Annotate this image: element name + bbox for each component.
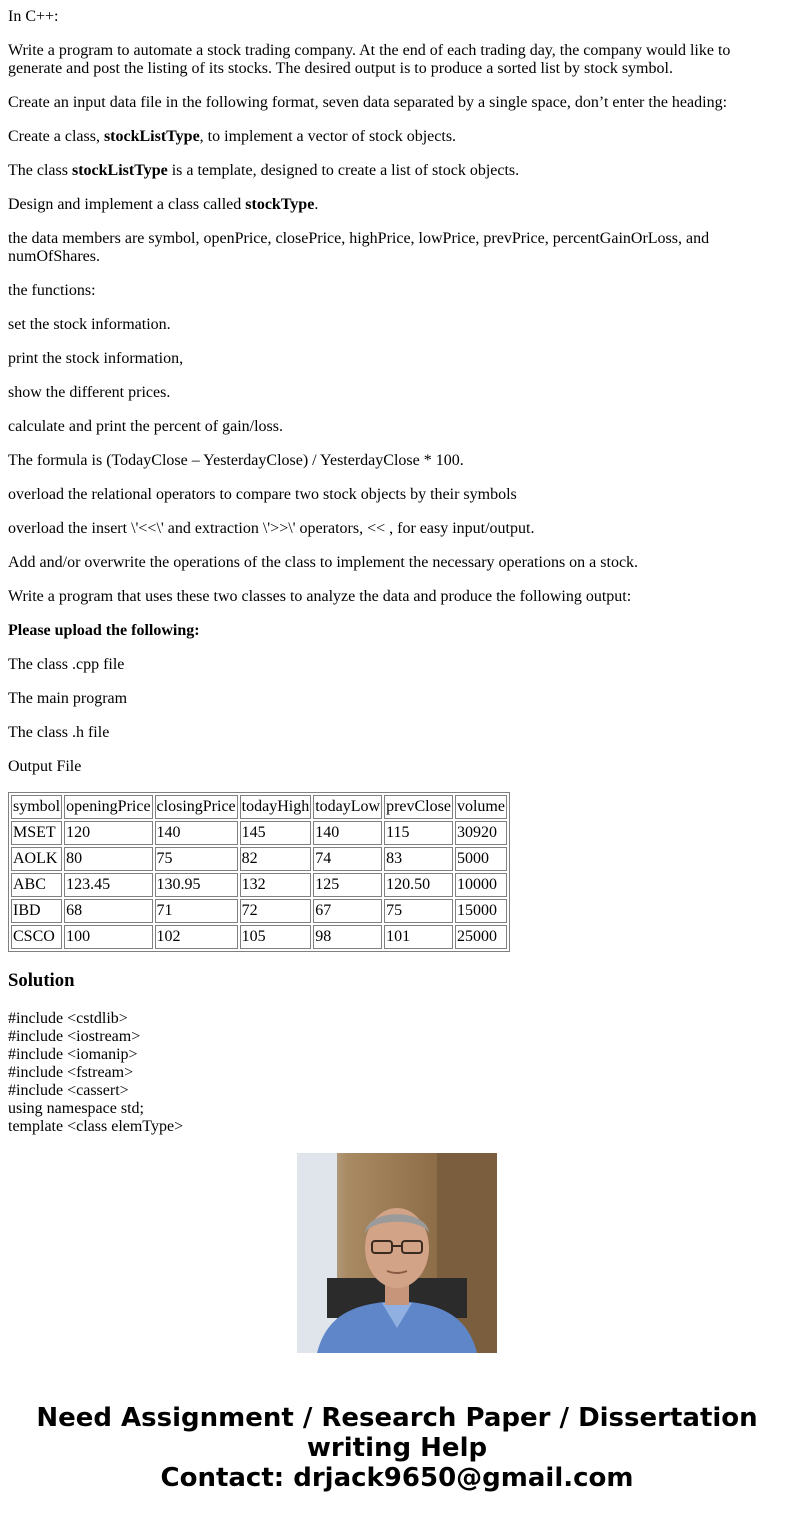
- table-cell: 5000: [455, 847, 507, 871]
- table-cell: 120: [64, 821, 152, 845]
- table-cell: 75: [384, 899, 453, 923]
- banner-contact-line: Contact: drjack9650@gmail.com: [160, 1463, 634, 1493]
- table-cell: 10000: [455, 873, 507, 897]
- code-line: #include <iostream>: [8, 1028, 141, 1045]
- table-cell: 25000: [455, 925, 507, 949]
- function-print: print the stock information,: [8, 350, 184, 367]
- table-row: [11, 873, 507, 897]
- table-header-row: [11, 795, 507, 819]
- table-cell: 130.95: [155, 873, 238, 897]
- code-line: #include <iomanip>: [8, 1046, 138, 1063]
- code-line: template <class elemType>: [8, 1118, 184, 1135]
- table-cell: 102: [155, 925, 238, 949]
- solution-heading: Solution: [8, 970, 75, 991]
- function-percent: calculate and print the percent of gain/loss.: [8, 418, 284, 435]
- table-cell: 125: [313, 873, 382, 897]
- table-cell: 140: [313, 821, 382, 845]
- table-row: [11, 847, 507, 871]
- header-cell: symbol: [11, 795, 62, 819]
- table-cell: 120.50: [384, 873, 453, 897]
- code-line: #include <cstdlib>: [8, 1010, 128, 1027]
- upload-main: The main program: [8, 690, 128, 707]
- function-set: set the stock information.: [8, 316, 171, 333]
- header-cell: openingPrice: [64, 795, 152, 819]
- upload-h: The class .h file: [8, 724, 110, 741]
- table-cell: 75: [155, 847, 238, 871]
- output-file-label: Output File: [8, 758, 82, 775]
- table-cell: 98: [313, 925, 382, 949]
- table-cell: 67: [313, 899, 382, 923]
- table-cell: 82: [240, 847, 312, 871]
- header-cell: closingPrice: [155, 795, 238, 819]
- header-cell: prevClose: [384, 795, 453, 819]
- table-cell: 123.45: [64, 873, 152, 897]
- data-members-line: the data members are symbol, openPrice, closePrice, highPrice, lowPrice, prevPrice, percentGainOrLoss, and numOfShares.: [8, 230, 710, 265]
- table-cell: 100: [64, 925, 152, 949]
- table-cell: 101: [384, 925, 453, 949]
- header-cell: todayHigh: [240, 795, 312, 819]
- table-cell: AOLK: [11, 847, 62, 871]
- table-cell: 30920: [455, 821, 507, 845]
- banner-line-1: Need Assignment / Research Paper / Dissertation: [36, 1403, 758, 1433]
- table-cell: 71: [155, 899, 238, 923]
- function-show: show the different prices.: [8, 384, 171, 401]
- contact-banner: [0, 1403, 794, 1493]
- add-operations-line: Add and/or overwrite the operations of the class to implement the necessary operations on a stock.: [8, 554, 639, 571]
- table-cell: 115: [384, 821, 453, 845]
- tutor-avatar: [297, 1153, 497, 1353]
- table-cell: ABC: [11, 873, 62, 897]
- formula-line: The formula is (TodayClose – YesterdayClose) / YesterdayClose * 100.: [8, 452, 464, 469]
- table-cell: 74: [313, 847, 382, 871]
- class-list-type-line: Create a class, stockListType, to implement a vector of stock objects.: [8, 128, 457, 145]
- table-row: [11, 925, 507, 949]
- table-cell: 72: [240, 899, 312, 923]
- table-cell: 15000: [455, 899, 507, 923]
- solution-code-block: [8, 1010, 786, 1135]
- stock-type-line: Design and implement a class called stockType.: [8, 196, 319, 213]
- code-line: using namespace std;: [8, 1100, 144, 1117]
- table-row: [11, 899, 507, 923]
- upload-cpp: The class .cpp file: [8, 656, 125, 673]
- table-cell: CSCO: [11, 925, 62, 949]
- question-language: In C++:: [8, 8, 59, 25]
- table-row: [11, 821, 507, 845]
- write-program-line: Write a program that uses these two classes to analyze the data and produce the following output:: [8, 588, 632, 605]
- tutor-photo: [297, 1153, 497, 1353]
- table-cell: 68: [64, 899, 152, 923]
- table-cell: 145: [240, 821, 312, 845]
- upload-heading: Please upload the following:: [8, 622, 200, 639]
- table-cell: MSET: [11, 821, 62, 845]
- header-cell: volume: [455, 795, 507, 819]
- stream-operators-line: overload the insert \'<<\' and extraction \'>>\' operators, << , for easy input/output.: [8, 520, 535, 537]
- banner-line-2: writing Help: [306, 1433, 488, 1463]
- relational-operators-line: overload the relational operators to compare two stock objects by their symbols: [8, 486, 517, 503]
- input-format-note: Create an input data file in the following format, seven data separated by a single space, don’t enter the heading:: [8, 94, 728, 111]
- template-line: The class stockListType is a template, designed to create a list of stock objects.: [8, 162, 520, 179]
- code-line: #include <cassert>: [8, 1082, 129, 1099]
- question-intro: Write a program to automate a stock trading company. At the end of each trading day, the company would like to generate and post the listing of its stocks. The desired output is to produce a sorted list by stock symbol.: [8, 42, 731, 77]
- table-cell: 140: [155, 821, 238, 845]
- code-line: #include <fstream>: [8, 1064, 134, 1081]
- header-cell: todayLow: [313, 795, 382, 819]
- stock-output-table: [8, 792, 510, 952]
- table-cell: 105: [240, 925, 312, 949]
- table-cell: 80: [64, 847, 152, 871]
- table-cell: 132: [240, 873, 312, 897]
- table-cell: IBD: [11, 899, 62, 923]
- table-cell: 83: [384, 847, 453, 871]
- functions-heading: the functions:: [8, 282, 96, 299]
